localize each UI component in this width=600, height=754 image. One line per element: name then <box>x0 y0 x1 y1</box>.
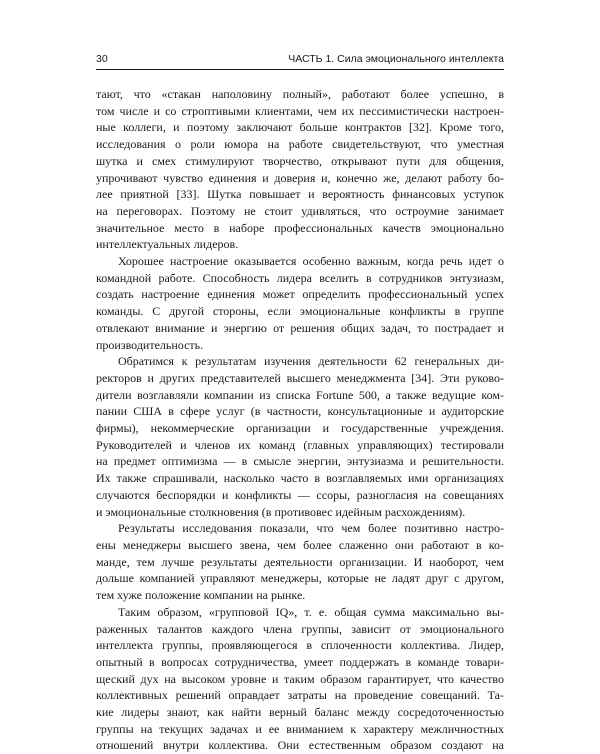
text-line: дольше компанией управляют менеджеры, которые не ладят друг с другом, <box>96 571 504 586</box>
text-line: и эмоциональные столкновения (в противовес идейным расхождениям). <box>96 504 466 519</box>
text-line: фирмы), некоммерческие организации и государственные учреждения. <box>96 421 504 436</box>
text-line: Хорошее настроение оказывается особенно важным, когда речь идет о <box>118 254 504 269</box>
text-line: раженных талантов каждого члена группы, зависит от эмоционального <box>96 621 504 636</box>
text-line: создать настроение единения может определить профессиональный успех <box>96 287 504 302</box>
text-line: значительное место в наборе профессиональных качеств эмоционально <box>96 220 504 235</box>
text-line: ректоров и других представителей высшего менеджмента [34]. Эти руково- <box>96 370 504 385</box>
text-line: Результаты исследования показали, что чем более позитивно настро- <box>118 521 504 536</box>
text-line: Таким образом, «групповой IQ», т. е. общая сумма максимально вы- <box>118 604 504 619</box>
text-line: тают, что «стакан наполовину полный», работают более успешно, в <box>96 87 504 101</box>
text-line: случаются беспорядки и конфликты — ссоры, разногласия на совещаниях <box>96 487 504 502</box>
text-line: исследования о роли юмора на работе свидетельствуют, что уместная <box>96 137 504 152</box>
text-line: шутка и смех стимулируют творчество, открывают пути для общения, <box>96 153 504 168</box>
page-number: 30 <box>96 53 108 65</box>
text-line: ные коллеги, и поэтому заключают больше контрактов [32]. Кроме того, <box>96 120 504 135</box>
text-line: коллективных решений оправдает затраты на проведение совещаний. Та- <box>96 688 504 703</box>
paragraph <box>96 253 504 353</box>
paragraph <box>96 353 504 520</box>
text-line: на предмет оптимизма — в смысле энергии, энтузиазма и решительности. <box>96 454 504 469</box>
text-line: ены менеджеры высшего звена, чем более слаженно они работают в ко- <box>96 537 504 552</box>
text-line: пании США в сфере услуг (в частности, консультационные и аудиторские <box>96 404 504 419</box>
text-line: тем хуже положение компании на рынке. <box>96 588 306 603</box>
text-line: Обратимся к результатам изучения деятельности 62 генеральных ди- <box>118 354 504 369</box>
text-line: командной работе. Способность лидера вселить в сотрудников энтузиазм, <box>96 270 504 285</box>
text-line: лее приятной [33]. Шутка повышает и вероятность финансовых уступок <box>96 187 504 202</box>
text-line: упрочивают чувство единения и доверия и, конечно же, делают работу бо- <box>96 170 504 185</box>
text-line: щеский дух на высоком уровне и таким образом гарантирует, что качество <box>96 671 504 686</box>
text-line: отвлекают внимание и энергию от решения общих задач, то пострадает и <box>96 320 504 335</box>
text-line: производительность. <box>96 337 204 352</box>
paragraph <box>96 86 504 253</box>
running-head: ЧАСТЬ 1. Сила эмоционального интеллекта <box>288 53 504 65</box>
header-rule <box>96 69 504 70</box>
text-line: команды. С другой стороны, если эмоциональные конфликты в группе <box>96 304 504 319</box>
text-line: том числе и со строптивыми клиентами, чем их пессимистически настроен- <box>96 103 504 118</box>
text-line: интеллектуальных лидеров. <box>96 237 239 252</box>
text-line: Руководителей и членов их команд (главных управляющих) тестировали <box>96 437 504 452</box>
text-line: отношений внутри коллектива. Они естественным образом создают на <box>96 738 504 753</box>
text-line: манде, тем лучше результаты деятельности организации. И наоборот, чем <box>96 554 504 569</box>
text-line: кие лидеры знают, как найти верный баланс между сосредоточенностью <box>96 705 504 720</box>
page-header <box>96 50 504 68</box>
body-text <box>96 86 504 754</box>
text-line: интеллекта группы, проявляющегося в сплоченности коллектива. Лидер, <box>96 638 504 653</box>
text-line: опытный в вопросах сотрудничества, умеет поддержать в команде товари- <box>96 654 504 669</box>
text-line: на переговорах. Поэтому не стоит удивляться, что остроумие занимает <box>96 203 504 218</box>
text-line: Их также спрашивали, насколько часто в возглавляемых ими организациях <box>96 471 504 486</box>
text-line: группы на текущих задачах и ее вниманием к характеру межличностных <box>96 721 504 736</box>
text-line: дители возглавляли компании из списка Fortune 500, а также ведущие ком- <box>96 387 504 402</box>
paragraph <box>96 604 504 754</box>
paragraph <box>96 520 504 604</box>
